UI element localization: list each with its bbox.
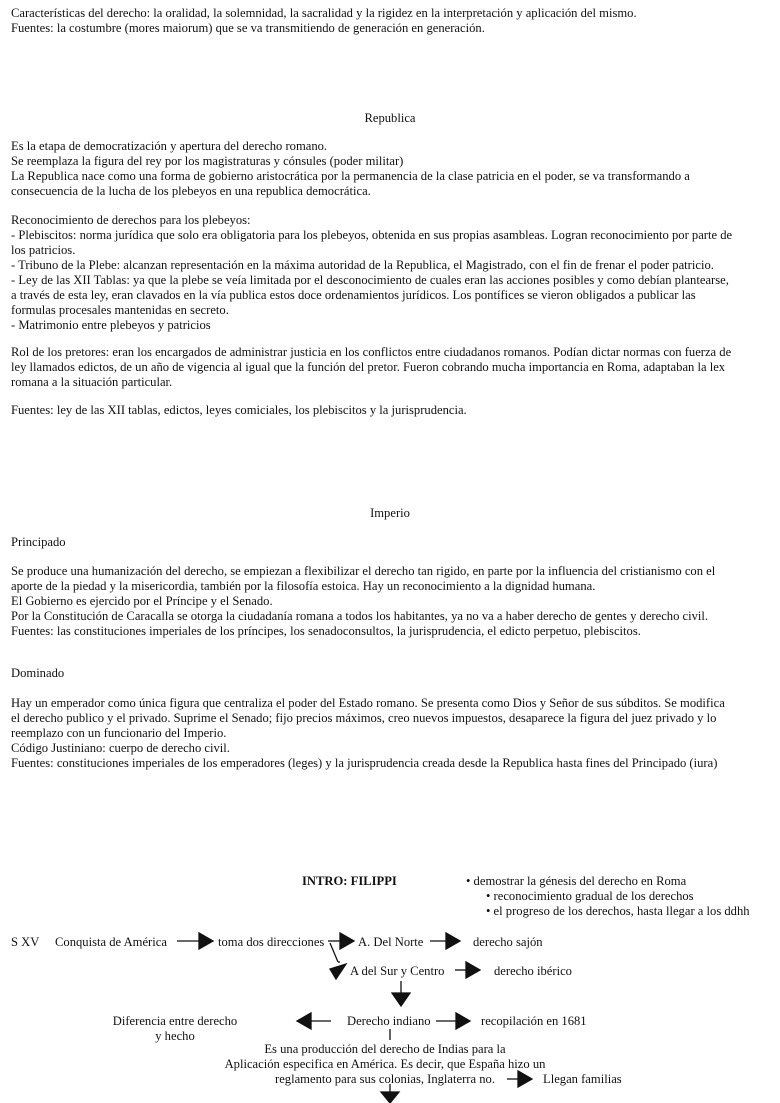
intro-line: Fuentes: la costumbre (mores maiorum) que se va transmitiendo de generación en generación. [11,21,485,35]
node-sur: A del Sur y Centro [350,964,445,978]
bullet-progreso: • el progreso de los derechos, hasta llegar a los ddhh [486,904,750,918]
text-line: aporte de la piedad y la misericordia, también por la filosofía estoica. Hay un reconocimiento a la dignidad humana. [11,579,596,593]
principado-heading: Principado [11,535,66,549]
text-line: los patricios. [11,243,76,257]
node-sajon: derecho sajón [473,935,543,949]
text-line: - Plebiscitos: norma jurídica que solo era obligatoria para los plebeyos, obtenida en sus propias asambleas. Logran reconocimiento por parte de [11,228,733,242]
arrow-produccion-familias [507,1071,532,1087]
section-title-imperio: Imperio [370,506,410,520]
node-norte: A. Del Norte [358,935,424,949]
node-indiano: Derecho indiano [347,1014,431,1028]
arrow-indiano-recopilacion [436,1013,470,1029]
text-line: Es la etapa de democratización y apertura del derecho romano. [11,139,328,153]
intro-line: Características del derecho: la oralidad, la solemnidad, la sacralidad y la rigidez en la interpretación y aplicación del mismo. [11,6,637,20]
diagram-title: INTRO: FILIPPI [302,874,397,888]
node-diferencia: Diferencia entre derecho y hecho [112,1014,238,1043]
arrow-sur-iberico [455,962,480,978]
text-line: Reconocimiento de derechos para los plebeyos: [11,213,251,227]
text-line: Se produce una humanización del derecho, se empiezan a flexibilizar el derecho tan rigido, en parte por la influencia del cristianismo con el [11,564,716,578]
text-line: Fuentes: ley de las XII tablas, edictos, leyes comiciales, los plebiscitos y la jurisprudencia. [11,403,467,417]
text-line: Fuentes: las constituciones imperiales de los príncipes, los senadoconsultos, la jurisprudencia, el edicto perpetuo, plebiscitos. [11,624,641,638]
arrow-sur-indiano [392,981,410,1006]
text-line: - Ley de las XII Tablas: ya que la plebe se veía limitada por el desconocimiento de cuales eran las acciones posibles y como debían plantearse, [11,273,729,287]
dominado-heading: Dominado [11,666,65,680]
text-line: Se reemplaza la figura del rey por los magistraturas y cónsules (poder militar) [11,154,404,168]
node-conquista: Conquista de América [55,935,167,949]
text-line: Por la Constitución de Caracalla se otorga la ciudadanía romana a todos los habitantes, ya no va a haber derecho de gentes y derecho civil. [11,609,709,623]
section-title-republica: Republica [364,111,416,125]
text-line: Código Justiniano: cuerpo de derecho civil. [11,741,230,755]
text-line: el derecho publico y el privado. Suprime el Senado; fijo precios máximos, creo nuevos impuestos, desaparece la figura del juez privado y lo [11,711,717,725]
node-century: S XV [11,935,40,949]
text-line: formulas procesales mantenidas en secreto. [11,303,229,317]
bullet-genesis: • demostrar la génesis del derecho en Roma [466,874,687,888]
text-line: romana a la situación particular. [11,375,173,389]
text-line: Rol de los pretores: eran los encargados de administrar justicia en los conflictos entre ciudadanos romanos. Podían dictar normas con fuerza de [11,345,732,359]
arrow-direcciones-sur [330,943,346,979]
arrow-norte-sajon [430,933,460,949]
node-familias: Llegan familias [543,1072,622,1086]
text-line: Fuentes: constituciones imperiales de los emperadores (leges) y la jurisprudencia creada desde la Republica hasta fines del Principado (iura) [11,756,718,770]
node-direcciones: toma dos direcciones [218,935,325,949]
node-iberico: derecho ibérico [494,964,572,978]
arrow-conquista-direcciones [177,933,213,949]
text-line: - Matrimonio entre plebeyos y patricios [11,318,211,332]
text-line: - Tribuno de la Plebe: alcanzan representación en la máxima autoridad de la Republica, el Magistrado, con el fin de frenar el poder patricio. [11,258,714,272]
arrow-indiano-diferencia [297,1013,331,1029]
bullet-reconocimiento: • reconocimiento gradual de los derechos [486,889,694,903]
node-recopilacion: recopilación en 1681 [481,1014,587,1028]
text-line: ley llamados edictos, de un año de vigencia al igual que la función del pretor. Fueron cobrando mucha importancia en Roma, adaptaban la lex [11,360,726,374]
text-line: consecuencia de la lucha de los plebeyos en una republica democrática. [11,184,371,198]
node-produccion: Es una producción del derecho de Indias para la Aplicación especifica en América. Es decir, que España hizo un reglamento para sus colonias, Inglaterra no. [224,1042,546,1086]
text-line: El Gobierno es ejercido por el Príncipe y el Senado. [11,594,273,608]
text-line: Hay un emperador como única figura que centraliza el poder del Estado romano. Se presenta como Dios y Señor de sus súbditos. Se modifica [11,696,725,710]
arrow-produccion-down [381,1084,399,1103]
text-line: a través de esta ley, eran clavados en la vía publica estos doce ordenamientos jurídicos. Los pontífices se vieron obligados a publicar las [11,288,696,302]
text-line: La Republica nace como una forma de gobierno aristocrática por la permanencia de la clase patricia en el poder, se va transformando a [11,169,690,183]
text-line: reemplazo con un funcionario del Imperio. [11,726,227,740]
